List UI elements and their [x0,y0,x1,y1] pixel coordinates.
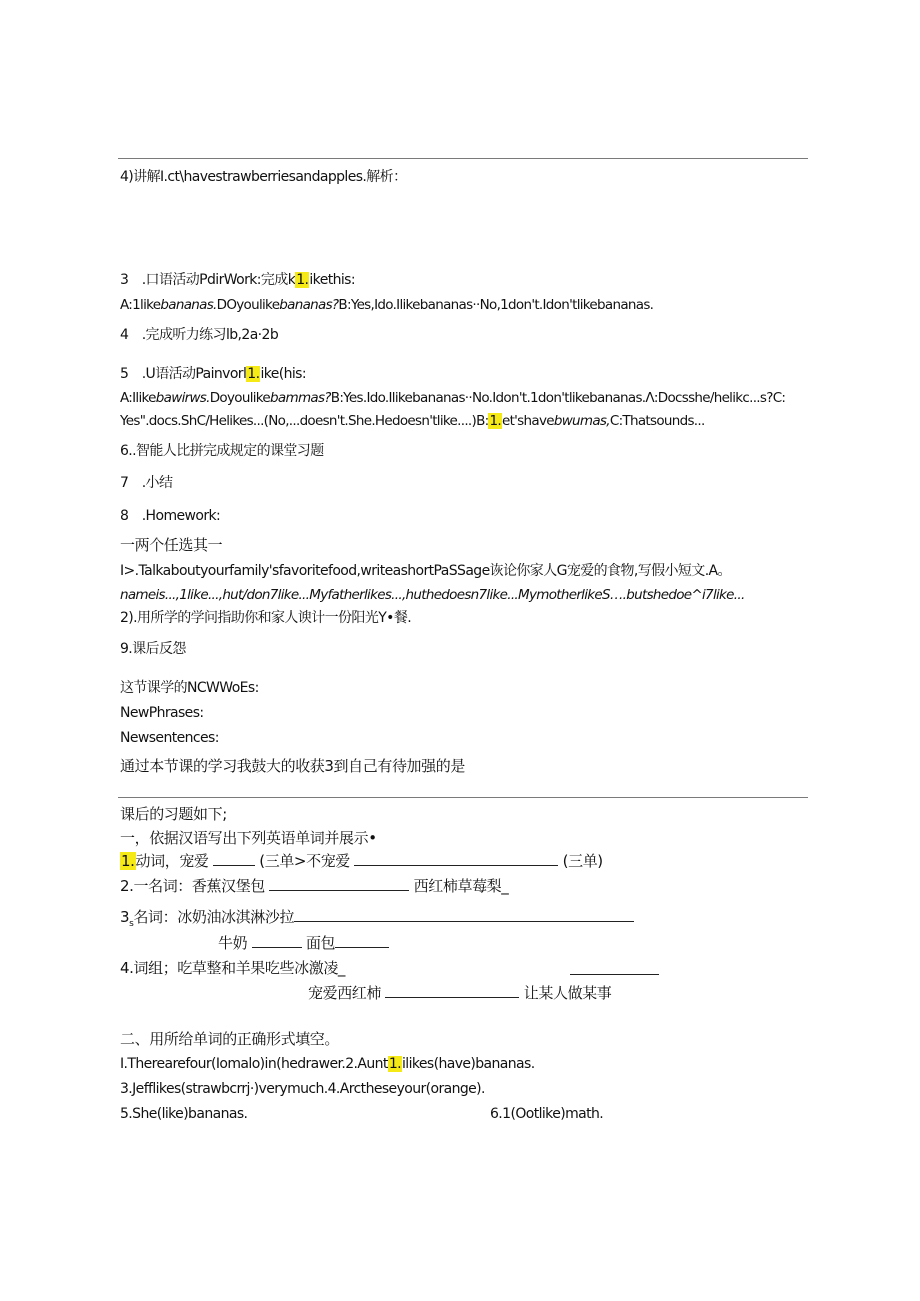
exercise-intro: 课后的习题如下; [120,805,227,823]
exercise-2-line-3b: 6.1(Ootlike)math. [490,1106,604,1122]
q4-blank-1[interactable] [570,962,659,975]
dialog-a: A:1like [120,297,161,313]
q3-text-a: 名词：冰奶油冰淇淋沙拉 [133,908,295,926]
exercise-1-q4-line-2 [308,984,611,1002]
q1-blank-1[interactable] [213,853,255,866]
q3-blank-3[interactable] [335,935,389,948]
step-3-oral-activity [120,271,355,289]
dialog2-c: bwumas, [553,413,610,429]
dialog1-c: Doyoulike [209,390,271,406]
ex2-l1-a: I.Therearefour(Iomalo)in(hedrawer.2.Aunt [120,1056,388,1072]
step-9-reflection: 9.课后反怨 [120,641,186,657]
dialog-b: bananas. [160,297,217,313]
step-3-text-a: 3 .口语活动PdirWork:完成k [120,272,296,288]
exercise-2-line-2: 3.Jefflikes(strawbcrrj·)verymuch.4.Arctheseyour(orange). [120,1081,485,1097]
step-5-oral-activity [120,365,306,383]
step-6: 6..智能人比拼完成规定的课堂习题 [120,443,324,459]
step-3-highlight: 1. [296,272,309,288]
exercise-1-q3-line-2 [218,934,389,952]
homework-option-1-example: nameis...,1like...,hut/don7like...Myfatherlikes...,huthedoesn7like...MymotherlikeS….butshedoe^i7like... [120,587,745,603]
q1-blank-2[interactable] [354,853,558,866]
step-7: 7 .小结 [120,475,173,491]
step-4-listening: 4 .完成听力练习lb,2a·2b [120,327,279,343]
dialog1-e: B:Yes.Ido.Ilikebananas··No.Idon't.1don'tlikebananas.Λ:Docsshe/helikc...s?C: [330,390,786,406]
exercise-1-q1 [120,852,603,870]
dialog-d: bananas? [279,297,339,313]
step-8: 8 .Homework: [120,508,221,524]
exercise-1-title: 一，依据汉语写出下列英语单词并展示• [120,829,377,847]
q1-text-c: (三单) [562,852,603,870]
q3-sub: s [129,919,134,929]
reflection-new-words: 这节课学的NCWWoEs: [120,680,259,696]
step-3-text-b: ikethis: [309,272,355,288]
exercise-1-q2 [120,877,508,895]
reflection-gains: 通过本节课的学习我鼓大的收获3到自己有待加强的是 [120,757,465,775]
reflection-new-sentences: Newsentences: [120,730,219,746]
exercise-1-q3 [120,908,634,933]
dialog2-a: Yes".docs.ShC/Helikes...(No,...doesn't.She.Hedoesn'tlike....)B: [120,413,489,429]
q4-text-c: 让某人做某事 [523,984,612,1002]
exercise-1-q4: 4.词组；吃草整和羊果吃些冰激凌_ [120,959,346,977]
dialog-c: DOyoulike [216,297,280,313]
step-3-dialog [120,296,653,314]
q3-blank-1[interactable] [294,909,634,922]
reflection-new-phrases: NewPhrases: [120,705,204,721]
q1-text-a: 动词，宠爱 [135,852,209,870]
q2-text-a: 2.一名词：香蕉汉堡包 [120,877,265,895]
q4-blank-2[interactable] [385,985,519,998]
q2-text-b: 西红柿草莓梨_ [413,877,509,895]
ex2-l1-highlight: 1. [388,1056,401,1072]
homework-option-1: I>.Talkaboutyourfamily'sfavoritefood,writeashortPaSSage诙论你家人G宠爱的食物,写假小短文.A。 [120,563,731,579]
homework-option-2: 2).用所学的学问指助你和家人谀计一份阳光Y•餐. [120,610,412,626]
top-divider [118,158,808,159]
q3-text-b: 牛奶 [218,934,248,952]
q3-number: 3 [120,908,130,926]
dialog1-d: bammas? [270,390,331,406]
middle-divider [118,797,808,798]
q2-blank-1[interactable] [269,878,409,891]
step-5-dialog-line-1 [120,389,785,407]
step-5-text-a: 5 .U语活动Painvorl [120,366,247,382]
step-5-dialog-line-2 [120,412,705,430]
q1-highlight: 1. [121,852,135,870]
step-5-text-b: ike(his: [260,366,306,382]
step-5-highlight: 1. [247,366,260,382]
dialog1-a: A:Ilike [120,390,156,406]
q1-text-b: (三单>不宠爱 [259,852,350,870]
exercise-2-line-3a: 5.She(like)bananas. [120,1106,248,1122]
exercise-2-title: 二、用所给单词的正确形式填空。 [120,1030,340,1048]
ex2-l1-b: ilikes(have)bananas. [402,1056,535,1072]
step-4-explain: 4)讲解I.ct\havestrawberriesandapples.解析： [120,169,407,185]
dialog-e: B:Yes,Ido.Ilikebananas··No,1don't.Idon'tlikebananas. [338,297,654,313]
q3-blank-2[interactable] [252,935,302,948]
q3-text-c: 面包 [305,934,336,952]
dialog1-b: bawirws. [155,390,210,406]
homework-title: 一两个任选其一 [120,536,223,554]
dialog2-d: C:Thatsounds... [609,413,705,429]
dialog2-b: et'shave [501,413,554,429]
dialog2-highlight: 1. [489,413,501,429]
q4-text-b: 宠爱西红柿 [308,984,382,1002]
exercise-2-line-1 [120,1055,535,1073]
